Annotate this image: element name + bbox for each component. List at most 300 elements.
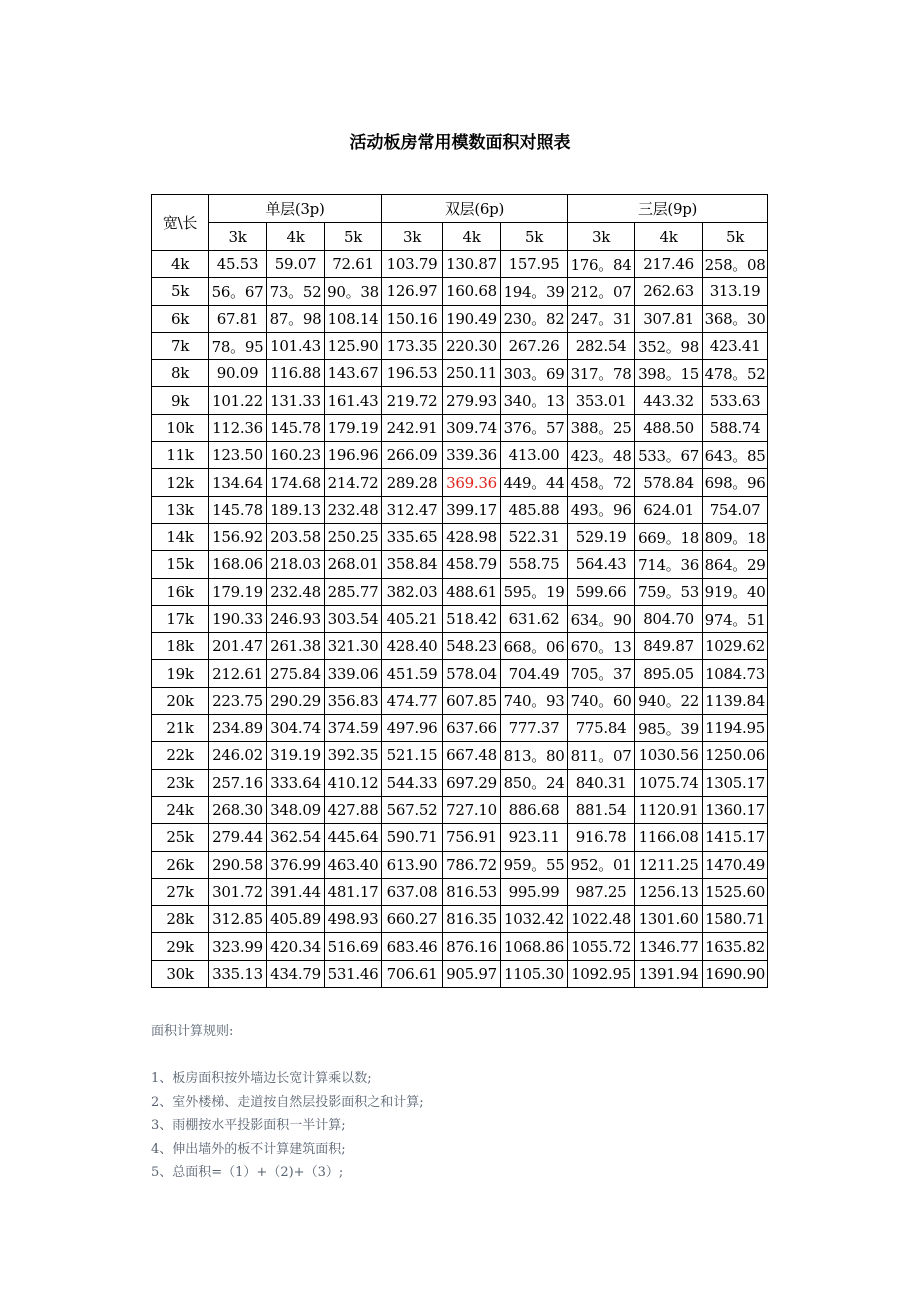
area-cell: 533。67 — [635, 442, 703, 469]
area-cell: 101.22 — [209, 387, 267, 414]
area-cell: 1391.94 — [635, 960, 703, 987]
area-cell: 130.87 — [443, 251, 501, 278]
row-label: 18k — [152, 633, 209, 660]
area-cell: 813。80 — [501, 742, 568, 769]
area-cell: 179.19 — [209, 578, 267, 605]
table-row — [152, 578, 768, 605]
area-cell: 160.23 — [267, 442, 325, 469]
area-cell: 1092.95 — [568, 960, 635, 987]
table-row — [152, 687, 768, 714]
area-cell: 362.54 — [267, 824, 325, 851]
row-label: 7k — [152, 332, 209, 359]
area-cell: 108.14 — [325, 305, 382, 332]
area-cell: 1084.73 — [703, 660, 768, 687]
area-cell: 895.05 — [635, 660, 703, 687]
area-cell: 275.84 — [267, 660, 325, 687]
area-cell: 261.38 — [267, 633, 325, 660]
row-label: 9k — [152, 387, 209, 414]
area-cell: 388。25 — [568, 414, 635, 441]
area-cell: 458。72 — [568, 469, 635, 496]
table-row — [152, 769, 768, 796]
area-cell: 335.65 — [382, 523, 443, 550]
area-cell: 660.27 — [382, 906, 443, 933]
area-cell: 303。69 — [501, 360, 568, 387]
area-cell: 1194.95 — [703, 715, 768, 742]
area-cell: 321.30 — [325, 633, 382, 660]
area-cell: 876.16 — [443, 933, 501, 960]
area-cell: 714。36 — [635, 551, 703, 578]
area-cell: 1075.74 — [635, 769, 703, 796]
area-cell: 558.75 — [501, 551, 568, 578]
area-cell: 125.90 — [325, 332, 382, 359]
area-cell: 173.35 — [382, 332, 443, 359]
area-cell: 405.89 — [267, 906, 325, 933]
area-cell: 73。52 — [267, 278, 325, 305]
area-cell: 290.29 — [267, 687, 325, 714]
corner-cell: 宽\长 — [152, 195, 209, 251]
area-cell: 488.50 — [635, 414, 703, 441]
sub-header: 5k — [703, 223, 768, 251]
area-cell: 809。18 — [703, 523, 768, 550]
table-row — [152, 251, 768, 278]
area-cell: 335.13 — [209, 960, 267, 987]
area-cell: 279.44 — [209, 824, 267, 851]
row-label: 25k — [152, 824, 209, 851]
area-cell: 303.54 — [325, 605, 382, 632]
area-cell: 267.26 — [501, 332, 568, 359]
area-cell: 399.17 — [443, 496, 501, 523]
area-cell: 1470.49 — [703, 851, 768, 878]
area-cell: 219.72 — [382, 387, 443, 414]
area-cell: 112.36 — [209, 414, 267, 441]
area-cell: 304.74 — [267, 715, 325, 742]
table-row — [152, 414, 768, 441]
area-cell: 697.29 — [443, 769, 501, 796]
area-cell: 161.43 — [325, 387, 382, 414]
sub-header: 5k — [325, 223, 382, 251]
area-cell: 804.70 — [635, 605, 703, 632]
area-cell: 850。24 — [501, 769, 568, 796]
row-label: 6k — [152, 305, 209, 332]
row-label: 17k — [152, 605, 209, 632]
area-cell: 423.41 — [703, 332, 768, 359]
area-cell: 194。39 — [501, 278, 568, 305]
area-cell: 548.23 — [443, 633, 501, 660]
area-cell: 777.37 — [501, 715, 568, 742]
area-cell: 196.96 — [325, 442, 382, 469]
area-cell: 1415.17 — [703, 824, 768, 851]
area-cell: 333.64 — [267, 769, 325, 796]
sub-header: 4k — [267, 223, 325, 251]
area-cell: 498.93 — [325, 906, 382, 933]
area-cell: 290.58 — [209, 851, 267, 878]
table-row — [152, 469, 768, 496]
area-cell: 1139.84 — [703, 687, 768, 714]
row-label: 30k — [152, 960, 209, 987]
area-cell: 223.75 — [209, 687, 267, 714]
area-cell: 72.61 — [325, 251, 382, 278]
area-cell: 190.49 — [443, 305, 501, 332]
area-cell: 952。01 — [568, 851, 635, 878]
area-cell: 1105.30 — [501, 960, 568, 987]
area-cell: 756.91 — [443, 824, 501, 851]
area-cell: 391.44 — [267, 878, 325, 905]
area-cell: 916.78 — [568, 824, 635, 851]
area-cell: 410.12 — [325, 769, 382, 796]
group-header: 双层(6p) — [382, 195, 568, 223]
area-cell: 740。93 — [501, 687, 568, 714]
area-cell: 1022.48 — [568, 906, 635, 933]
area-cell: 262.63 — [635, 278, 703, 305]
sub-header: 3k — [382, 223, 443, 251]
row-label: 28k — [152, 906, 209, 933]
table-row — [152, 278, 768, 305]
row-label: 23k — [152, 769, 209, 796]
area-cell: 463.40 — [325, 851, 382, 878]
sub-header: 3k — [209, 223, 267, 251]
area-cell: 157.95 — [501, 251, 568, 278]
group-header: 单层(3p) — [209, 195, 382, 223]
area-cell: 126.97 — [382, 278, 443, 305]
area-cell: 816.35 — [443, 906, 501, 933]
area-cell: 493。96 — [568, 496, 635, 523]
area-cell: 607.85 — [443, 687, 501, 714]
area-cell: 339.36 — [443, 442, 501, 469]
row-label: 14k — [152, 523, 209, 550]
area-cell: 218.03 — [267, 551, 325, 578]
area-cell: 531.46 — [325, 960, 382, 987]
area-cell: 518.42 — [443, 605, 501, 632]
area-cell: 258。08 — [703, 251, 768, 278]
group-header-row — [152, 195, 768, 223]
area-cell: 886.68 — [501, 796, 568, 823]
area-cell: 704.49 — [501, 660, 568, 687]
area-cell: 250.11 — [443, 360, 501, 387]
row-label: 10k — [152, 414, 209, 441]
table-row — [152, 633, 768, 660]
area-cell: 599.66 — [568, 578, 635, 605]
area-cell: 481.17 — [325, 878, 382, 905]
area-cell: 176。84 — [568, 251, 635, 278]
area-cell: 705。37 — [568, 660, 635, 687]
table-row — [152, 551, 768, 578]
table-row — [152, 496, 768, 523]
area-cell: 516.69 — [325, 933, 382, 960]
area-cell: 312.47 — [382, 496, 443, 523]
rule-item: 1、板房面积按外墙边长宽计算乘以数; — [151, 1071, 372, 1086]
row-label: 11k — [152, 442, 209, 469]
area-cell: 987.25 — [568, 878, 635, 905]
table-row — [152, 442, 768, 469]
area-cell: 1120.91 — [635, 796, 703, 823]
area-cell: 413.00 — [501, 442, 568, 469]
area-cell: 940。22 — [635, 687, 703, 714]
area-cell: 905.97 — [443, 960, 501, 987]
area-cell: 382.03 — [382, 578, 443, 605]
rules-heading: 面积计算规则: — [151, 1024, 234, 1039]
area-cell: 340。13 — [501, 387, 568, 414]
area-cell: 1301.60 — [635, 906, 703, 933]
table-row — [152, 824, 768, 851]
area-cell: 250.25 — [325, 523, 382, 550]
area-cell: 754.07 — [703, 496, 768, 523]
row-label: 29k — [152, 933, 209, 960]
area-cell: 667.48 — [443, 742, 501, 769]
area-cell: 313.19 — [703, 278, 768, 305]
row-label: 19k — [152, 660, 209, 687]
area-cell: 759。53 — [635, 578, 703, 605]
row-label: 24k — [152, 796, 209, 823]
table-row — [152, 605, 768, 632]
area-cell: 312.85 — [209, 906, 267, 933]
area-cell: 668。06 — [501, 633, 568, 660]
row-label: 13k — [152, 496, 209, 523]
rule-item: 2、室外楼梯、走道按自然层投影面积之和计算; — [151, 1094, 424, 1110]
area-cell: 434.79 — [267, 960, 325, 987]
area-cell: 348.09 — [267, 796, 325, 823]
area-cell: 301.72 — [209, 878, 267, 905]
area-cell: 974。51 — [703, 605, 768, 632]
area-cell: 624.01 — [635, 496, 703, 523]
area-cell: 522.31 — [501, 523, 568, 550]
area-cell: 78。95 — [209, 332, 267, 359]
area-cell: 1580.71 — [703, 906, 768, 933]
area-cell: 196.53 — [382, 360, 443, 387]
area-cell: 230。82 — [501, 305, 568, 332]
table-row — [152, 523, 768, 550]
area-cell: 323.99 — [209, 933, 267, 960]
area-cell: 428.40 — [382, 633, 443, 660]
area-cell: 816.53 — [443, 878, 501, 905]
area-cell: 488.61 — [443, 578, 501, 605]
area-cell: 87。98 — [267, 305, 325, 332]
area-cell: 985。39 — [635, 715, 703, 742]
area-cell: 529.19 — [568, 523, 635, 550]
area-cell: 478。52 — [703, 360, 768, 387]
table-row — [152, 796, 768, 823]
area-cell: 849.87 — [635, 633, 703, 660]
area-cell: 143.67 — [325, 360, 382, 387]
area-cell: 698。96 — [703, 469, 768, 496]
area-cell: 352。98 — [635, 332, 703, 359]
table-row — [152, 851, 768, 878]
area-cell: 56。67 — [209, 278, 267, 305]
row-label: 4k — [152, 251, 209, 278]
area-cell: 1360.17 — [703, 796, 768, 823]
area-cell: 740。60 — [568, 687, 635, 714]
area-cell: 1030.56 — [635, 742, 703, 769]
area-cell: 376。57 — [501, 414, 568, 441]
area-cell: 150.16 — [382, 305, 443, 332]
area-cell: 1525.60 — [703, 878, 768, 905]
area-cell: 266.09 — [382, 442, 443, 469]
area-cell: 631.62 — [501, 605, 568, 632]
area-cell: 1211.25 — [635, 851, 703, 878]
area-cell: 1346.77 — [635, 933, 703, 960]
area-cell: 131.33 — [267, 387, 325, 414]
area-cell: 123.50 — [209, 442, 267, 469]
area-cell: 637.66 — [443, 715, 501, 742]
area-cell: 423。48 — [568, 442, 635, 469]
area-cell: 578.04 — [443, 660, 501, 687]
area-cell: 160.68 — [443, 278, 501, 305]
area-cell: 168.06 — [209, 551, 267, 578]
area-cell: 811。07 — [568, 742, 635, 769]
area-cell: 521.15 — [382, 742, 443, 769]
area-cell: 101.43 — [267, 332, 325, 359]
area-cell: 595。19 — [501, 578, 568, 605]
area-cell: 1055.72 — [568, 933, 635, 960]
area-cell: 282.54 — [568, 332, 635, 359]
area-cell: 840.31 — [568, 769, 635, 796]
table-row — [152, 332, 768, 359]
area-cell: 369.36 — [443, 469, 501, 496]
area-cell: 116.88 — [267, 360, 325, 387]
area-cell: 727.10 — [443, 796, 501, 823]
area-cell: 145.78 — [267, 414, 325, 441]
area-cell: 786.72 — [443, 851, 501, 878]
area-cell: 134.64 — [209, 469, 267, 496]
area-cell: 1690.90 — [703, 960, 768, 987]
area-cell: 706.61 — [382, 960, 443, 987]
area-cell: 669。18 — [635, 523, 703, 550]
page-title: 活动板房常用模数面积对照表 — [349, 133, 571, 153]
area-cell: 90.09 — [209, 360, 267, 387]
row-label: 21k — [152, 715, 209, 742]
table-row — [152, 387, 768, 414]
row-label: 5k — [152, 278, 209, 305]
area-cell: 959。55 — [501, 851, 568, 878]
area-cell: 220.30 — [443, 332, 501, 359]
area-cell: 474.77 — [382, 687, 443, 714]
area-cell: 497.96 — [382, 715, 443, 742]
sub-header: 4k — [635, 223, 703, 251]
area-cell: 201.47 — [209, 633, 267, 660]
area-cell: 1305.17 — [703, 769, 768, 796]
area-cell: 358.84 — [382, 551, 443, 578]
area-cell: 451.59 — [382, 660, 443, 687]
area-cell: 289.28 — [382, 469, 443, 496]
area-cell: 420.34 — [267, 933, 325, 960]
area-cell: 145.78 — [209, 496, 267, 523]
area-cell: 923.11 — [501, 824, 568, 851]
area-cell: 203.58 — [267, 523, 325, 550]
area-cell: 398。15 — [635, 360, 703, 387]
sub-header-row — [152, 223, 768, 251]
area-cell: 179.19 — [325, 414, 382, 441]
area-cell: 428.98 — [443, 523, 501, 550]
area-cell: 214.72 — [325, 469, 382, 496]
area-cell: 485.88 — [501, 496, 568, 523]
table-row — [152, 960, 768, 987]
sub-header: 4k — [443, 223, 501, 251]
area-cell: 257.16 — [209, 769, 267, 796]
area-cell: 443.32 — [635, 387, 703, 414]
area-cell: 995.99 — [501, 878, 568, 905]
area-cell: 683.46 — [382, 933, 443, 960]
row-label: 8k — [152, 360, 209, 387]
area-cell: 246.93 — [267, 605, 325, 632]
area-cell: 458.79 — [443, 551, 501, 578]
area-cell: 268.30 — [209, 796, 267, 823]
area-cell: 174.68 — [267, 469, 325, 496]
area-cell: 578.84 — [635, 469, 703, 496]
area-cell: 567.52 — [382, 796, 443, 823]
rule-item: 4、伸出墙外的板不计算建筑面积; — [151, 1141, 346, 1157]
area-cell: 445.64 — [325, 824, 382, 851]
area-cell: 317。78 — [568, 360, 635, 387]
area-cell: 613.90 — [382, 851, 443, 878]
area-cell: 670。13 — [568, 633, 635, 660]
area-cell: 376.99 — [267, 851, 325, 878]
area-cell: 588.74 — [703, 414, 768, 441]
area-cell: 189.13 — [267, 496, 325, 523]
table-row — [152, 305, 768, 332]
row-label: 15k — [152, 551, 209, 578]
area-cell: 234.89 — [209, 715, 267, 742]
rule-item: 5、总面积=（1）+（2)+（3）; — [151, 1165, 344, 1180]
area-cell: 90。38 — [325, 278, 382, 305]
area-cell: 356.83 — [325, 687, 382, 714]
area-cell: 634。90 — [568, 605, 635, 632]
area-cell: 427.88 — [325, 796, 382, 823]
area-cell: 881.54 — [568, 796, 635, 823]
row-label: 26k — [152, 851, 209, 878]
area-cell: 246.02 — [209, 742, 267, 769]
area-cell: 374.59 — [325, 715, 382, 742]
area-cell: 544.33 — [382, 769, 443, 796]
area-cell: 1635.82 — [703, 933, 768, 960]
sub-header: 3k — [568, 223, 635, 251]
sub-header: 5k — [501, 223, 568, 251]
area-cell: 405.21 — [382, 605, 443, 632]
area-cell: 449。44 — [501, 469, 568, 496]
area-cell: 590.71 — [382, 824, 443, 851]
table-row — [152, 933, 768, 960]
row-label: 22k — [152, 742, 209, 769]
table-row — [152, 715, 768, 742]
area-cell: 643。85 — [703, 442, 768, 469]
area-cell: 564.43 — [568, 551, 635, 578]
area-cell: 1029.62 — [703, 633, 768, 660]
area-cell: 212.61 — [209, 660, 267, 687]
calculation-rules — [151, 1020, 424, 1185]
area-cell: 392.35 — [325, 742, 382, 769]
area-cell: 1068.86 — [501, 933, 568, 960]
area-cell: 59.07 — [267, 251, 325, 278]
area-cell: 309.74 — [443, 414, 501, 441]
area-cell: 775.84 — [568, 715, 635, 742]
area-cell: 156.92 — [209, 523, 267, 550]
area-cell: 242.91 — [382, 414, 443, 441]
table-row — [152, 360, 768, 387]
table-row — [152, 660, 768, 687]
rule-item: 3、雨棚按水平投影面积一半计算; — [151, 1118, 346, 1133]
area-table — [151, 194, 768, 988]
row-label: 20k — [152, 687, 209, 714]
area-cell: 212。07 — [568, 278, 635, 305]
area-cell: 1256.13 — [635, 878, 703, 905]
area-cell: 285.77 — [325, 578, 382, 605]
area-cell: 217.46 — [635, 251, 703, 278]
area-cell: 864。29 — [703, 551, 768, 578]
area-cell: 103.79 — [382, 251, 443, 278]
table-row — [152, 878, 768, 905]
area-cell: 353.01 — [568, 387, 635, 414]
area-cell: 279.93 — [443, 387, 501, 414]
area-cell: 307.81 — [635, 305, 703, 332]
row-label: 12k — [152, 469, 209, 496]
